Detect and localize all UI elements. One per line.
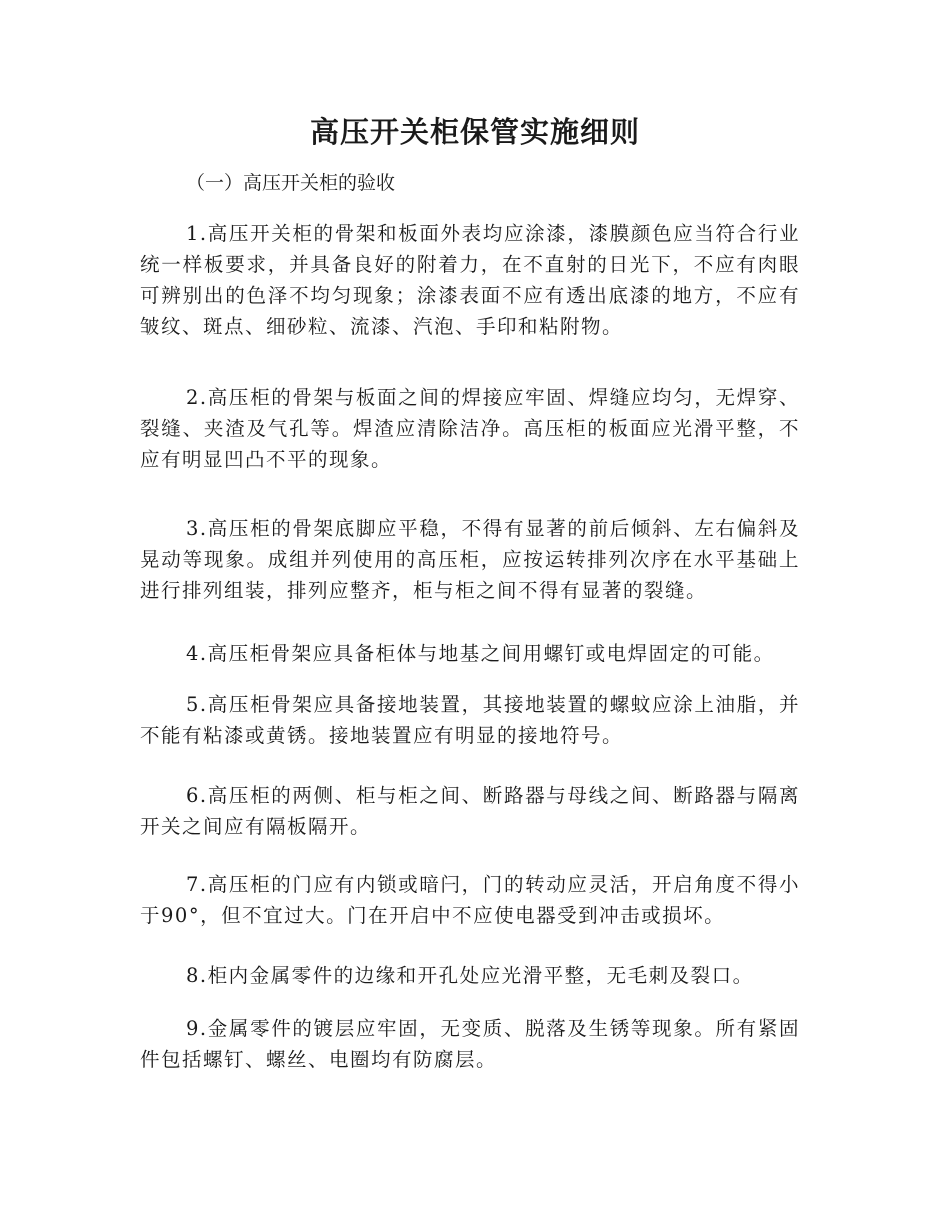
paragraph-8: 8.柜内金属零件的边缘和开孔处应光滑平整，无毛刺及裂口。 xyxy=(186,964,754,987)
document-title: 高压开关柜保管实施细则 xyxy=(309,115,640,149)
paragraph-2: 2.高压柜的骨架与板面之间的焊接应牢固、焊缝应均匀，无焊穿、裂缝、夹渣及气孔等。焊渣应清除洁净。高压柜的板面应光滑平整，不应有明显凹凸不平的现象。 xyxy=(140,386,800,471)
section-heading: （一）高压开关柜的验收 xyxy=(186,172,396,194)
paragraph-5: 5.高压柜骨架应具备接地装置，其接地装置的螺蚊应涂上油脂，并不能有粘漆或黄锈。接地装置应有明显的接地符号。 xyxy=(140,693,800,747)
paragraph-4: 4.高压柜骨架应具备柜体与地基之间用螺钉或电焊固定的可能。 xyxy=(186,642,775,665)
paragraph-1: 1.高压开关柜的骨架和板面外表均应涂漆，漆膜颜色应当符合行业统一样板要求，并具备良好的附着力，在不直射的日光下，不应有肉眼可辨别出的色泽不均匀现象；涂漆表面不应有透出底漆的地方，不应有皱纹、斑点、细砂粒、流漆、汽泡、手印和粘附物。 xyxy=(140,222,800,338)
paragraph-9: 9.金属零件的镀层应牢固，无变质、脱落及生锈等现象。所有紧固件包括螺钉、螺丝、电圈均有防腐层。 xyxy=(140,1017,800,1071)
paragraph-7: 7.高压柜的门应有内锁或暗闩，门的转动应灵活，开启角度不得小于90°，但不宜过大。门在开启中不应使电器受到冲击或损坏。 xyxy=(140,873,800,927)
paragraph-6: 6.高压柜的两侧、柜与柜之间、断路器与母线之间、断路器与隔离开关之间应有隔板隔开。 xyxy=(140,784,800,838)
paragraph-3: 3.高压柜的骨架底脚应平稳，不得有显著的前后倾斜、左右偏斜及晃动等现象。成组并列使用的高压柜，应按运转排列次序在水平基础上进行排列组装，排列应整齐，柜与柜之间不得有显著的裂缝。 xyxy=(140,517,800,602)
